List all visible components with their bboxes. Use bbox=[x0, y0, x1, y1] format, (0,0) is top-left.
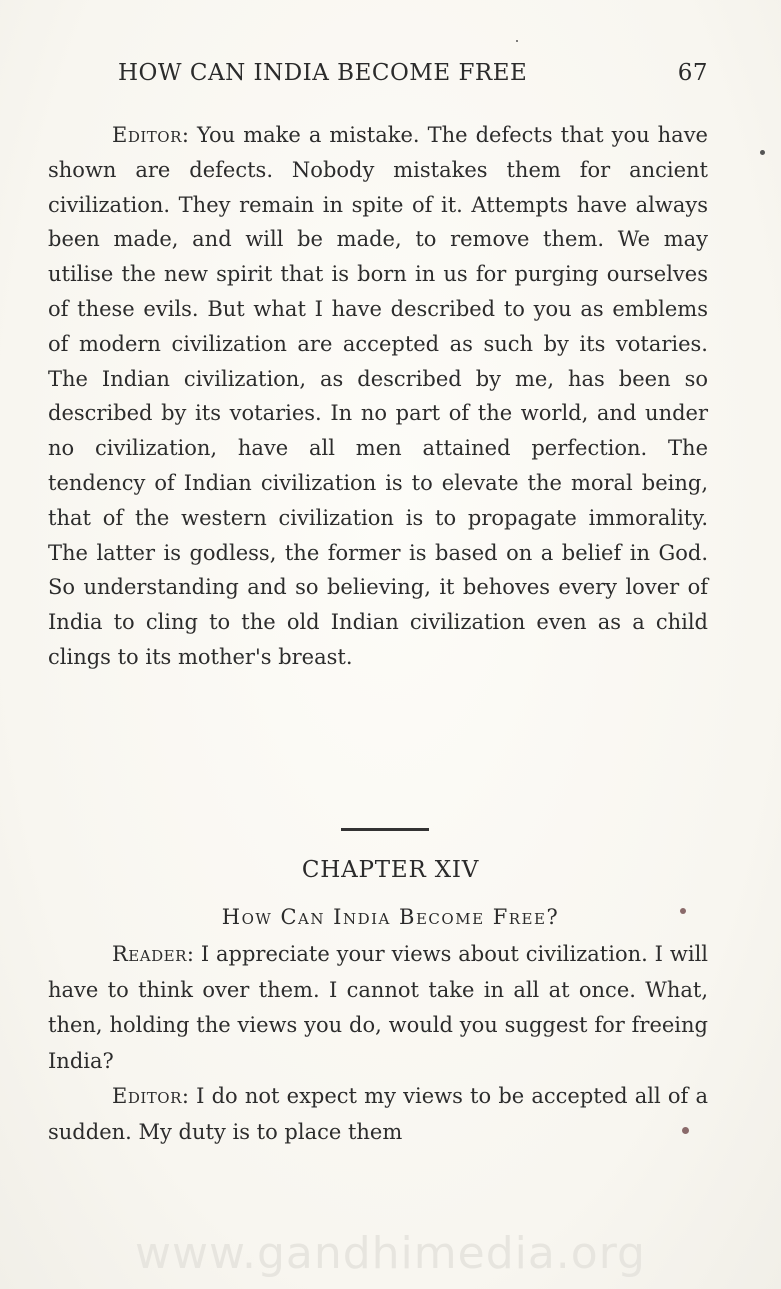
page-number: 67 bbox=[677, 60, 708, 86]
watermark: www.gandhimedia.org bbox=[135, 1228, 646, 1279]
reader-paragraph bbox=[48, 937, 708, 1079]
running-head-title: HOW CAN INDIA BECOME FREE bbox=[118, 60, 528, 86]
paragraph-text: : I do not expect my views to be accepted all of a sudden. My duty is to place them bbox=[48, 1084, 708, 1144]
speaker-label: Editor bbox=[112, 1084, 182, 1108]
main-text-block bbox=[48, 118, 708, 675]
speaker-label: Editor bbox=[112, 123, 182, 147]
chapter-number: CHAPTER XIV bbox=[301, 857, 480, 883]
chapter-title: How Can India Become Free? bbox=[221, 905, 560, 929]
ink-speck bbox=[680, 908, 686, 914]
ink-speck bbox=[682, 1127, 689, 1134]
chapter-text-block bbox=[48, 937, 708, 1150]
paragraph-text: : You make a mistake. The defects that you have shown are defects. Nobody mistakes them for ancient civilization. They remain in spite of it. Attempts have always been made, and will be made, to remove them. We may utilise the new spirit that is born in us for purging ourselves of these evils. But what I have described to you as emblems of modern civilization are accepted as such by its votaries. The Indian civilization, as described by me, has been so described by its votaries. In no part of the world, and under no civilization, have all men attained perfection. The tendency of Indian civilization is to elevate the moral being, that of the western civilization is to propagate immorality. The latter is godless, the former is based on a belief in God. So understanding and so believing, it behoves every lover of India to cling to the old Indian civilization even as a child clings to its mother's breast. bbox=[48, 123, 708, 669]
editor-paragraph bbox=[48, 1079, 708, 1150]
ink-speck bbox=[516, 40, 518, 42]
ink-speck bbox=[760, 150, 765, 155]
section-divider bbox=[341, 828, 429, 831]
running-head bbox=[118, 60, 708, 86]
editor-paragraph-continued bbox=[48, 118, 708, 675]
paragraph-text: : I appreciate your views about civilization. I will have to think over them. I cannot take in all at once. What, then, holding the views you do, would you suggest for freeing India? bbox=[48, 942, 708, 1073]
speaker-label: Reader bbox=[112, 942, 187, 966]
